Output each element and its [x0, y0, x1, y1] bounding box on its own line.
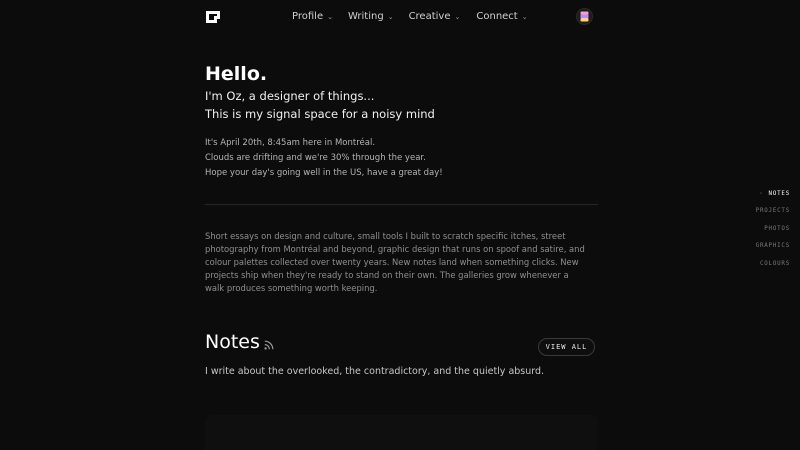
section-nav-colours[interactable]: [740, 255, 790, 273]
nav-writing-label: Writing: [347, 11, 384, 22]
chevron-down-icon: ⌄: [327, 12, 333, 21]
status-line-date: It's April 20th, 8:45am here in Montréal.: [205, 138, 376, 148]
chevron-down-icon: ⌄: [454, 12, 461, 21]
section-nav: [740, 185, 790, 273]
nav-profile-label: Profile: [292, 11, 324, 22]
section-nav-label: NOTES: [768, 190, 790, 197]
greeting: Hello.: [205, 63, 268, 85]
main-nav: [292, 11, 528, 22]
about-paragraph: Short essays on design and culture, small tools I built to scratch specific itches, street photography from Montréal and beyond, graphic design that runs on spoof and satire, and colour palettes collected over twenty years. New notes land when something clicks. New projects ship when they're ready to stand on their own. The galleries grow whenever a walk produces something worth keeping.: [205, 231, 585, 294]
nav-connect-label: Connect: [476, 11, 518, 22]
chevron-down-icon: ⌄: [387, 12, 394, 21]
nav-writing[interactable]: [348, 11, 394, 22]
nav-connect[interactable]: [476, 11, 527, 22]
notes-description: I write about the overlooked, the contradictory, and the quietly absurd.: [205, 366, 545, 377]
square-bracket-logo-icon[interactable]: [205, 10, 221, 24]
nav-profile[interactable]: [292, 11, 333, 22]
status-line-greeting: Hope your day's going well in the US, have a great day!: [205, 168, 443, 178]
section-nav-notes[interactable]: [740, 185, 790, 203]
status-line-weather: Clouds are drifting and we're 30% through the year.: [205, 153, 426, 163]
nav-creative-label: Creative: [408, 11, 451, 22]
section-nav-label: GRAPHICS: [755, 243, 790, 250]
section-nav-photos[interactable]: [740, 220, 790, 238]
rss-icon[interactable]: [264, 340, 274, 350]
avatar[interactable]: [576, 8, 593, 25]
section-divider: [205, 204, 598, 205]
note-card-preview[interactable]: [205, 415, 598, 450]
site-header: [0, 0, 800, 34]
intro-tagline: This is my signal space for a noisy mind: [205, 107, 435, 121]
chevron-down-icon: ⌄: [521, 12, 528, 21]
section-nav-projects[interactable]: [740, 203, 790, 221]
section-nav-label: PROJECTS: [755, 208, 790, 215]
section-nav-label: COLOURS: [759, 260, 790, 267]
intro-line: I'm Oz, a designer of things...: [205, 89, 375, 103]
view-all-button[interactable]: VIEW ALL: [538, 338, 595, 356]
section-nav-graphics[interactable]: [740, 238, 790, 256]
nav-creative[interactable]: [409, 11, 461, 22]
section-nav-label: PHOTOS: [764, 225, 790, 232]
notes-heading: Notes: [205, 331, 260, 353]
colorful-avatar-icon: [580, 11, 589, 22]
active-dot-icon: ·: [759, 190, 764, 197]
status-text: [205, 136, 443, 181]
